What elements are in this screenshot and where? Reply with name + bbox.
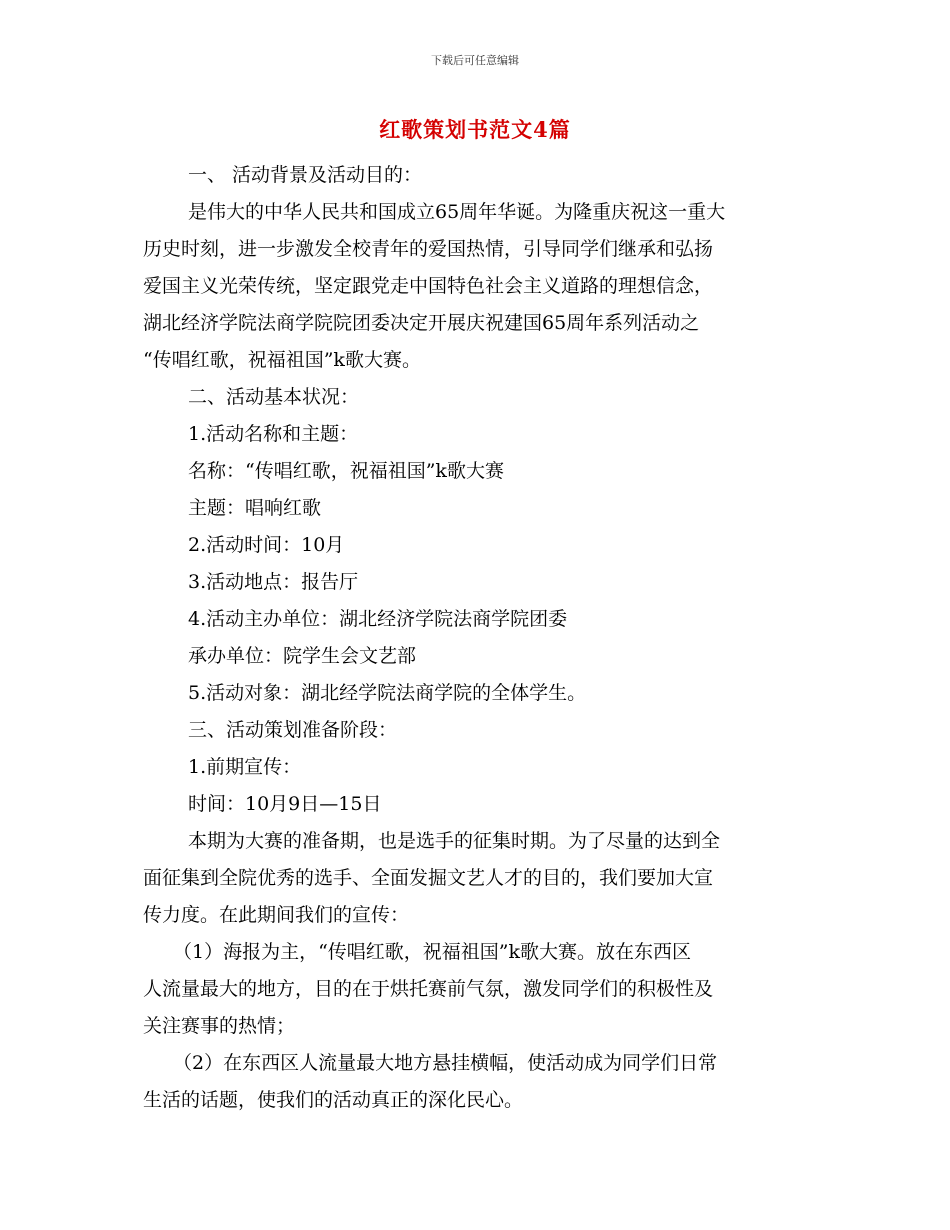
text-line: 主题：唱响红歌	[188, 497, 322, 519]
text-line: （2）在东西区人流量最大地方悬挂横幅，使活动成为同学们日常	[173, 1052, 718, 1074]
document-body	[143, 157, 813, 1119]
text-line: 2.活动时间：10月	[188, 534, 345, 556]
page-header: 下载后可任意编辑	[431, 54, 519, 67]
text-line: 时间：10月9日—15日	[188, 793, 382, 815]
text-line: 三、活动策划准备阶段：	[188, 719, 398, 741]
text-line: 1.前期宣传：	[188, 756, 302, 778]
text-line: 5.活动对象：湖北经学院法商学院的全体学生。	[188, 682, 587, 704]
text-line: 承办单位：院学生会文艺部	[188, 645, 417, 667]
text-line: 4.活动主办单位：湖北经济学院法商学院团委	[188, 608, 568, 630]
text-line: 是伟大的中华人民共和国成立65周年华诞。为隆重庆祝这一重大	[188, 201, 726, 223]
text-line: 本期为大赛的准备期，也是选手的征集时期。为了尽量的达到全	[188, 830, 721, 852]
text-line: “传唱红歌，祝福祖国”k歌大赛。	[143, 349, 421, 371]
text-line: 二、活动基本状况：	[188, 386, 360, 408]
text-line: 湖北经济学院法商学院院团委决定开展庆祝建国65周年系列活动之	[143, 312, 700, 334]
text-line: 一、 活动背景及活动目的：	[188, 164, 423, 186]
text-line: 爱国主义光荣传统，坚定跟党走中国特色社会主义道路的理想信念，	[143, 275, 714, 297]
text-line: 3.活动地点：报告厅	[188, 571, 359, 593]
document-title: 红歌策划书范文4篇	[379, 117, 571, 142]
text-line: 1.活动名称和主题：	[188, 423, 359, 445]
text-line: 面征集到全院优秀的选手、全面发掘文艺人才的目的，我们要加大宣	[143, 867, 714, 889]
text-line: （1）海报为主，“传唱红歌，祝福祖国”k歌大赛。放在东西区	[173, 941, 692, 963]
text-line: 历史时刻，进一步激发全校青年的爱国热情，引导同学们继承和弘扬	[143, 238, 714, 260]
text-line: 关注赛事的热情；	[143, 1015, 296, 1037]
text-line: 名称：“传唱红歌，祝福祖国”k歌大赛	[188, 460, 504, 482]
text-line: 人流量最大的地方，目的在于烘托赛前气氛，激发同学们的积极性及	[143, 978, 714, 1000]
text-line: 生活的话题，使我们的活动真正的深化民心。	[143, 1089, 524, 1111]
text-line: 传力度。在此期间我们的宣传：	[143, 904, 410, 926]
